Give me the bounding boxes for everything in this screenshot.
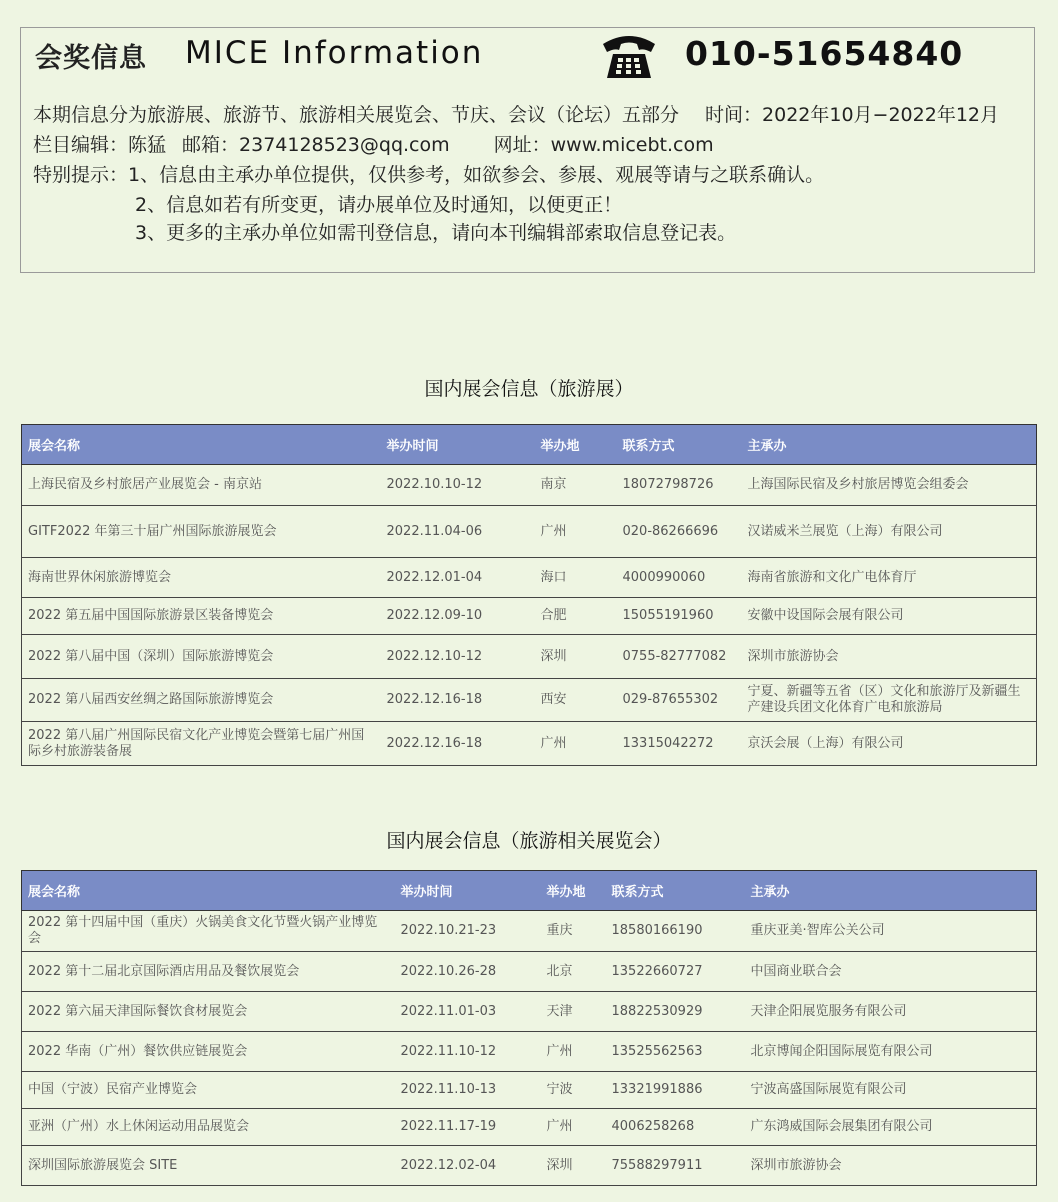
intro-note-3: 3、更多的主承办单位如需刊登信息，请向本刊编辑部索取信息登记表。 [135, 222, 737, 244]
cell-date: 2022.11.10-13 [395, 1072, 541, 1109]
related-fairs-table [21, 870, 1037, 1186]
cell-city: 海口 [535, 558, 617, 598]
header-title-cn: 会奖信息 [35, 43, 147, 74]
travel-fairs-table [21, 424, 1037, 766]
info-box [20, 27, 1035, 273]
intro-note-2: 2、信息如若有所变更，请办展单位及时通知，以便更正！ [135, 194, 623, 216]
phone-number: 010-51654840 [685, 34, 964, 73]
cell-name: 2022 第十二届北京国际酒店用品及餐饮展览会 [22, 952, 395, 992]
cell-organizer: 北京博闻企阳国际展览有限公司 [745, 1032, 1037, 1072]
cell-contact: 75588297911 [606, 1146, 745, 1186]
cell-contact: 18822530929 [606, 992, 745, 1032]
cell-date: 2022.12.10-12 [381, 635, 535, 679]
cell-organizer: 深圳市旅游协会 [742, 635, 1037, 679]
table-row [22, 1032, 1037, 1072]
table-row [22, 506, 1037, 558]
cell-date: 2022.10.10-12 [381, 465, 535, 506]
cell-date: 2022.10.26-28 [395, 952, 541, 992]
cell-organizer: 上海国际民宿及乡村旅居博览会组委会 [742, 465, 1037, 506]
intro-email: 邮箱：2374128523@qq.com [182, 134, 450, 156]
cell-name: 2022 第八届中国（深圳）国际旅游博览会 [22, 635, 381, 679]
table-row [22, 465, 1037, 506]
table-row [22, 558, 1037, 598]
intro-sections: 本期信息分为旅游展、旅游节、旅游相关展览会、节庆、会议（论坛）五部分 [33, 104, 680, 126]
column-header: 举办地 [535, 425, 617, 465]
cell-city: 宁波 [541, 1072, 606, 1109]
cell-organizer: 重庆亚美·智库公关公司 [745, 911, 1037, 952]
cell-organizer: 宁波高盛国际展览有限公司 [745, 1072, 1037, 1109]
intro-website: 网址：www.micebt.com [493, 134, 714, 156]
telephone-icon [599, 30, 659, 80]
cell-city: 广州 [541, 1032, 606, 1072]
cell-name: 2022 华南（广州）餐饮供应链展览会 [22, 1032, 395, 1072]
cell-name: 中国（宁波）民宿产业博览会 [22, 1072, 395, 1109]
column-header: 联系方式 [606, 871, 745, 911]
cell-name: 深圳国际旅游展览会 SITE [22, 1146, 395, 1186]
cell-contact: 13522660727 [606, 952, 745, 992]
cell-name: GITF2022 年第三十届广州国际旅游展览会 [22, 506, 381, 558]
column-header: 联系方式 [617, 425, 742, 465]
column-header: 举办时间 [395, 871, 541, 911]
intro-line-1 [33, 100, 999, 127]
cell-organizer: 京沃会展（上海）有限公司 [742, 722, 1037, 766]
table-row [22, 722, 1037, 766]
cell-city: 北京 [541, 952, 606, 992]
cell-contact: 13525562563 [606, 1032, 745, 1072]
table-row [22, 635, 1037, 679]
column-header: 主承办 [742, 425, 1037, 465]
table-row [22, 911, 1037, 952]
cell-date: 2022.12.09-10 [381, 598, 535, 635]
table-header-row [22, 425, 1037, 465]
table-header-row [22, 871, 1037, 911]
cell-city: 广州 [535, 506, 617, 558]
cell-city: 天津 [541, 992, 606, 1032]
intro-editor: 栏目编辑：陈猛 [33, 134, 167, 156]
header-title-en: MICE Information [185, 35, 484, 71]
column-header: 举办时间 [381, 425, 535, 465]
section-title-related-fairs: 国内展会信息（旅游相关展览会） [386, 830, 672, 852]
cell-organizer: 中国商业联合会 [745, 952, 1037, 992]
cell-contact: 4006258268 [606, 1109, 745, 1146]
cell-name: 上海民宿及乡村旅居产业展览会 - 南京站 [22, 465, 381, 506]
cell-contact: 13321991886 [606, 1072, 745, 1109]
column-header: 主承办 [745, 871, 1037, 911]
intro-time: 时间：2022年10月−2022年12月 [705, 104, 999, 126]
table-row [22, 1109, 1037, 1146]
column-header: 展会名称 [22, 871, 395, 911]
cell-city: 南京 [535, 465, 617, 506]
column-header: 举办地 [541, 871, 606, 911]
cell-city: 深圳 [535, 635, 617, 679]
cell-contact: 029-87655302 [617, 679, 742, 722]
column-header: 展会名称 [22, 425, 381, 465]
cell-date: 2022.12.01-04 [381, 558, 535, 598]
cell-organizer: 天津企阳展览服务有限公司 [745, 992, 1037, 1032]
cell-organizer: 深圳市旅游协会 [745, 1146, 1037, 1186]
table-row [22, 952, 1037, 992]
cell-city: 重庆 [541, 911, 606, 952]
cell-organizer: 安徽中设国际会展有限公司 [742, 598, 1037, 635]
cell-city: 广州 [535, 722, 617, 766]
cell-date: 2022.11.10-12 [395, 1032, 541, 1072]
cell-organizer: 广东鸿威国际会展集团有限公司 [745, 1109, 1037, 1146]
cell-date: 2022.11.01-03 [395, 992, 541, 1032]
table-row [22, 679, 1037, 722]
cell-name: 2022 第五届中国国际旅游景区装备博览会 [22, 598, 381, 635]
cell-date: 2022.12.02-04 [395, 1146, 541, 1186]
table-row [22, 598, 1037, 635]
cell-date: 2022.12.16-18 [381, 679, 535, 722]
cell-city: 西安 [535, 679, 617, 722]
section-title-travel-fairs: 国内展会信息（旅游展） [424, 378, 634, 400]
cell-contact: 18580166190 [606, 911, 745, 952]
cell-contact: 020-86266696 [617, 506, 742, 558]
cell-date: 2022.11.17-19 [395, 1109, 541, 1146]
cell-name: 2022 第六届天津国际餐饮食材展览会 [22, 992, 395, 1032]
cell-contact: 15055191960 [617, 598, 742, 635]
cell-name: 亚洲（广州）水上休闲运动用品展览会 [22, 1109, 395, 1146]
cell-contact: 13315042272 [617, 722, 742, 766]
cell-city: 合肥 [535, 598, 617, 635]
cell-contact: 0755-82777082 [617, 635, 742, 679]
cell-date: 2022.11.04-06 [381, 506, 535, 558]
cell-contact: 4000990060 [617, 558, 742, 598]
cell-date: 2022.10.21-23 [395, 911, 541, 952]
cell-name: 海南世界休闲旅游博览会 [22, 558, 381, 598]
intro-note-1: 特别提示：1、信息由主承办单位提供，仅供参考，如欲参会、参展、观展等请与之联系确认。 [33, 164, 825, 186]
intro-line-2 [33, 130, 714, 157]
cell-organizer: 汉诺威米兰展览（上海）有限公司 [742, 506, 1037, 558]
cell-name: 2022 第八届西安丝绸之路国际旅游博览会 [22, 679, 381, 722]
cell-city: 广州 [541, 1109, 606, 1146]
cell-organizer: 宁夏、新疆等五省（区）文化和旅游厅及新疆生产建设兵团文化体育广电和旅游局 [742, 679, 1037, 722]
table-row [22, 992, 1037, 1032]
cell-city: 深圳 [541, 1146, 606, 1186]
cell-date: 2022.12.16-18 [381, 722, 535, 766]
table-row [22, 1072, 1037, 1109]
cell-name: 2022 第八届广州国际民宿文化产业博览会暨第七届广州国际乡村旅游装备展 [22, 722, 381, 766]
table-row [22, 1146, 1037, 1186]
cell-contact: 18072798726 [617, 465, 742, 506]
cell-name: 2022 第十四届中国（重庆）火锅美食文化节暨火锅产业博览会 [22, 911, 395, 952]
cell-organizer: 海南省旅游和文化广电体育厅 [742, 558, 1037, 598]
